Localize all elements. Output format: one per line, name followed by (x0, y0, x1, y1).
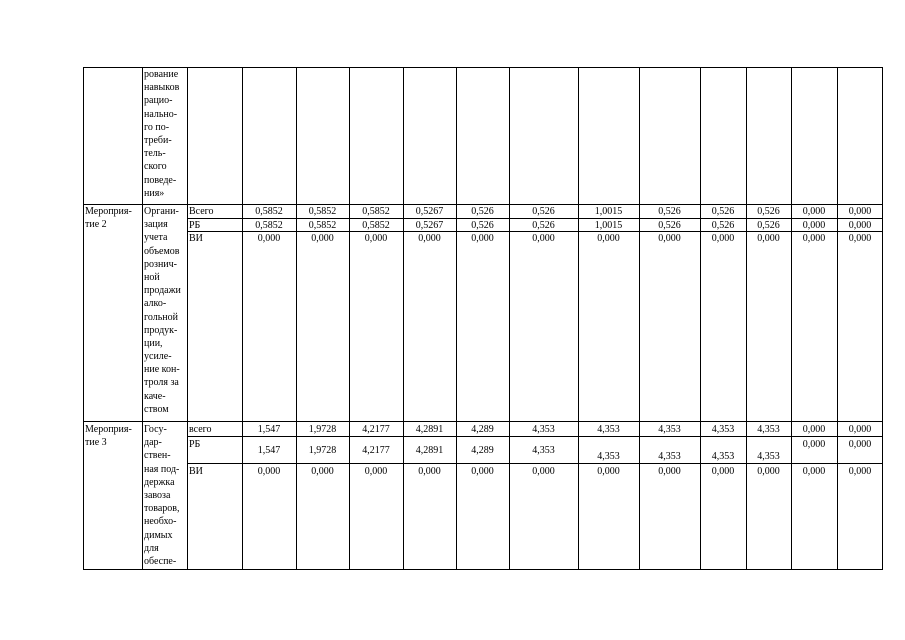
event-description-line: товаров, (144, 503, 180, 515)
value-cell: 4,289 (471, 424, 494, 435)
value-cell: 0,526 (658, 220, 681, 231)
event-description-line: троля за (144, 377, 179, 389)
value-cell: 0,000 (597, 466, 620, 477)
prev-description-line: ского (144, 161, 167, 173)
value-cell: 0,526 (532, 206, 555, 217)
event-description-line: необхо- (144, 516, 177, 528)
grid-line (142, 67, 143, 570)
value-cell: 0,000 (257, 466, 281, 477)
grid-line (187, 67, 188, 570)
value-cell: 1,9728 (308, 445, 337, 456)
event-description-line: алко- (144, 298, 167, 310)
value-cell: 4,2891 (415, 445, 444, 456)
funding-source-label: ВИ (189, 233, 203, 244)
grid-line (242, 67, 243, 570)
value-cell: 0,000 (848, 424, 872, 435)
event-title-line: Мероприя- (85, 424, 132, 435)
prev-description-line: рацио- (144, 95, 173, 107)
value-cell: 0,000 (471, 466, 494, 477)
prev-description-line: нально- (144, 108, 178, 120)
value-cell: 0,000 (257, 233, 281, 244)
prev-description-line: ния» (144, 187, 165, 199)
value-cell: 4,353 (711, 424, 735, 435)
value-cell: 0,000 (597, 233, 620, 244)
value-cell: 0,000 (532, 233, 555, 244)
event-description-line: дар- (144, 437, 162, 449)
event-description-line: зация (144, 219, 168, 231)
value-cell: 0,000 (802, 466, 826, 477)
grid-line (83, 421, 883, 422)
value-cell: 0,526 (711, 206, 735, 217)
value-cell: 0,526 (471, 220, 494, 231)
value-cell: 0,526 (757, 220, 780, 231)
value-cell: 0,5852 (255, 220, 283, 231)
value-cell: 4,353 (532, 445, 555, 456)
value-cell: 0,000 (311, 233, 334, 244)
value-cell: 0,000 (802, 206, 826, 217)
value-cell: 0,526 (711, 220, 735, 231)
value-cell: 4,2177 (362, 445, 390, 456)
event-description-line: для (144, 542, 159, 554)
value-cell: 0,000 (532, 466, 555, 477)
event-description (144, 205, 181, 416)
event-title-line: тие 3 (85, 437, 107, 449)
value-cell: 4,2177 (362, 424, 390, 435)
event-description (144, 423, 180, 568)
event-description-line: продажи (144, 285, 181, 297)
event-title (85, 423, 132, 449)
event-description-line: завоза (144, 489, 171, 501)
prev-description-line: тель- (144, 148, 166, 160)
value-cell: 0,000 (711, 466, 735, 477)
event-description-line: Органи- (144, 206, 179, 217)
event-description-line: гольной (144, 311, 178, 323)
value-cell: 0,000 (757, 233, 780, 244)
grid-line (837, 67, 838, 570)
value-cell: 0,5852 (308, 220, 337, 231)
value-cell: 0,000 (802, 233, 826, 244)
value-cell: 4,353 (757, 451, 780, 462)
event-description-line: объемов (144, 245, 180, 257)
grid-line (791, 67, 792, 570)
value-cell: 4,289 (471, 445, 494, 456)
event-description-line: обеспе- (144, 555, 177, 567)
funding-source-label: РБ (189, 220, 201, 231)
value-cell: 0,000 (757, 466, 780, 477)
prev-description (144, 68, 179, 200)
event-description-line: держка (144, 476, 175, 488)
value-cell: 0,000 (848, 220, 872, 231)
value-cell: 4,353 (658, 451, 681, 462)
event-description-line: димых (144, 529, 173, 541)
value-cell: 1,0015 (594, 206, 623, 217)
value-cell: 0,5267 (415, 206, 444, 217)
grid-line (639, 67, 640, 570)
grid-line (578, 67, 579, 570)
value-cell: 0,000 (418, 466, 441, 477)
value-cell: 4,2891 (415, 424, 444, 435)
value-cell: 4,353 (597, 424, 620, 435)
value-cell: 0,000 (364, 233, 388, 244)
grid-line (187, 436, 883, 437)
value-cell: 0,000 (471, 233, 494, 244)
value-cell: 0,000 (848, 233, 872, 244)
grid-line (349, 67, 350, 570)
value-cell: 4,353 (711, 451, 735, 462)
prev-description-line: навыков (144, 82, 180, 94)
prev-description-line: треби- (144, 134, 172, 146)
event-description-line: продук- (144, 324, 178, 336)
value-cell: 0,000 (848, 466, 872, 477)
event-description-line: ствен- (144, 450, 171, 462)
event-description-line: ции, (144, 337, 163, 349)
value-cell: 0,5852 (255, 206, 283, 217)
value-cell: 0,000 (311, 466, 334, 477)
value-cell: 4,353 (597, 451, 620, 462)
value-cell: 0,000 (364, 466, 388, 477)
value-cell: 0,5852 (362, 206, 390, 217)
value-cell: 0,000 (802, 220, 826, 231)
value-cell: 0,000 (658, 466, 681, 477)
event-description-line: учета (144, 232, 168, 244)
grid-line (403, 67, 404, 570)
value-cell: 4,353 (757, 424, 780, 435)
prev-description-line: го по- (144, 121, 170, 133)
event-description-line: усиле- (144, 351, 172, 363)
event-description-line: рознич- (144, 258, 178, 270)
grid-line (509, 67, 510, 570)
value-cell: 0,000 (658, 233, 681, 244)
value-cell: 0,5852 (308, 206, 337, 217)
value-cell: 0,526 (532, 220, 555, 231)
event-description-line: каче- (144, 390, 166, 402)
value-cell: 0,526 (757, 206, 780, 217)
prev-description-line: поведе- (144, 174, 177, 186)
funding-source-label: ВИ (189, 466, 203, 477)
value-cell: 0,000 (711, 233, 735, 244)
event-description-line: ной (144, 271, 160, 283)
budget-table (83, 67, 883, 570)
value-cell: 1,9728 (308, 424, 337, 435)
value-cell: 0,5267 (415, 220, 444, 231)
value-cell: 1,0015 (594, 220, 623, 231)
value-cell: 0,000 (418, 233, 441, 244)
event-title-line: тие 2 (85, 219, 107, 231)
value-cell: 0,526 (658, 206, 681, 217)
value-cell: 4,353 (658, 424, 681, 435)
grid-line (746, 67, 747, 570)
grid-line (296, 67, 297, 570)
value-cell: 1,547 (257, 445, 281, 456)
value-cell: 0,000 (848, 206, 872, 217)
value-cell: 4,353 (532, 424, 555, 435)
value-cell: 1,547 (257, 424, 281, 435)
event-description-line: ством (144, 403, 169, 415)
grid-line (187, 218, 883, 219)
value-cell: 0,000 (802, 424, 826, 435)
prev-description-line: рование (144, 69, 179, 80)
funding-source-label: РБ (189, 439, 201, 450)
value-cell: 0,5852 (362, 220, 390, 231)
value-cell: 0,526 (471, 206, 494, 217)
event-description-line: ная под- (144, 463, 180, 475)
event-description-line: Госу- (144, 424, 167, 435)
event-title-line: Мероприя- (85, 206, 132, 217)
event-title (85, 205, 132, 231)
value-cell: 0,000 (802, 439, 826, 450)
event-description-line: ние кон- (144, 364, 180, 376)
grid-line (700, 67, 701, 570)
value-cell: 0,000 (848, 439, 872, 450)
grid-line (187, 463, 883, 464)
grid-line (456, 67, 457, 570)
funding-source-label: Всего (189, 206, 214, 217)
funding-source-label: всего (189, 424, 212, 435)
